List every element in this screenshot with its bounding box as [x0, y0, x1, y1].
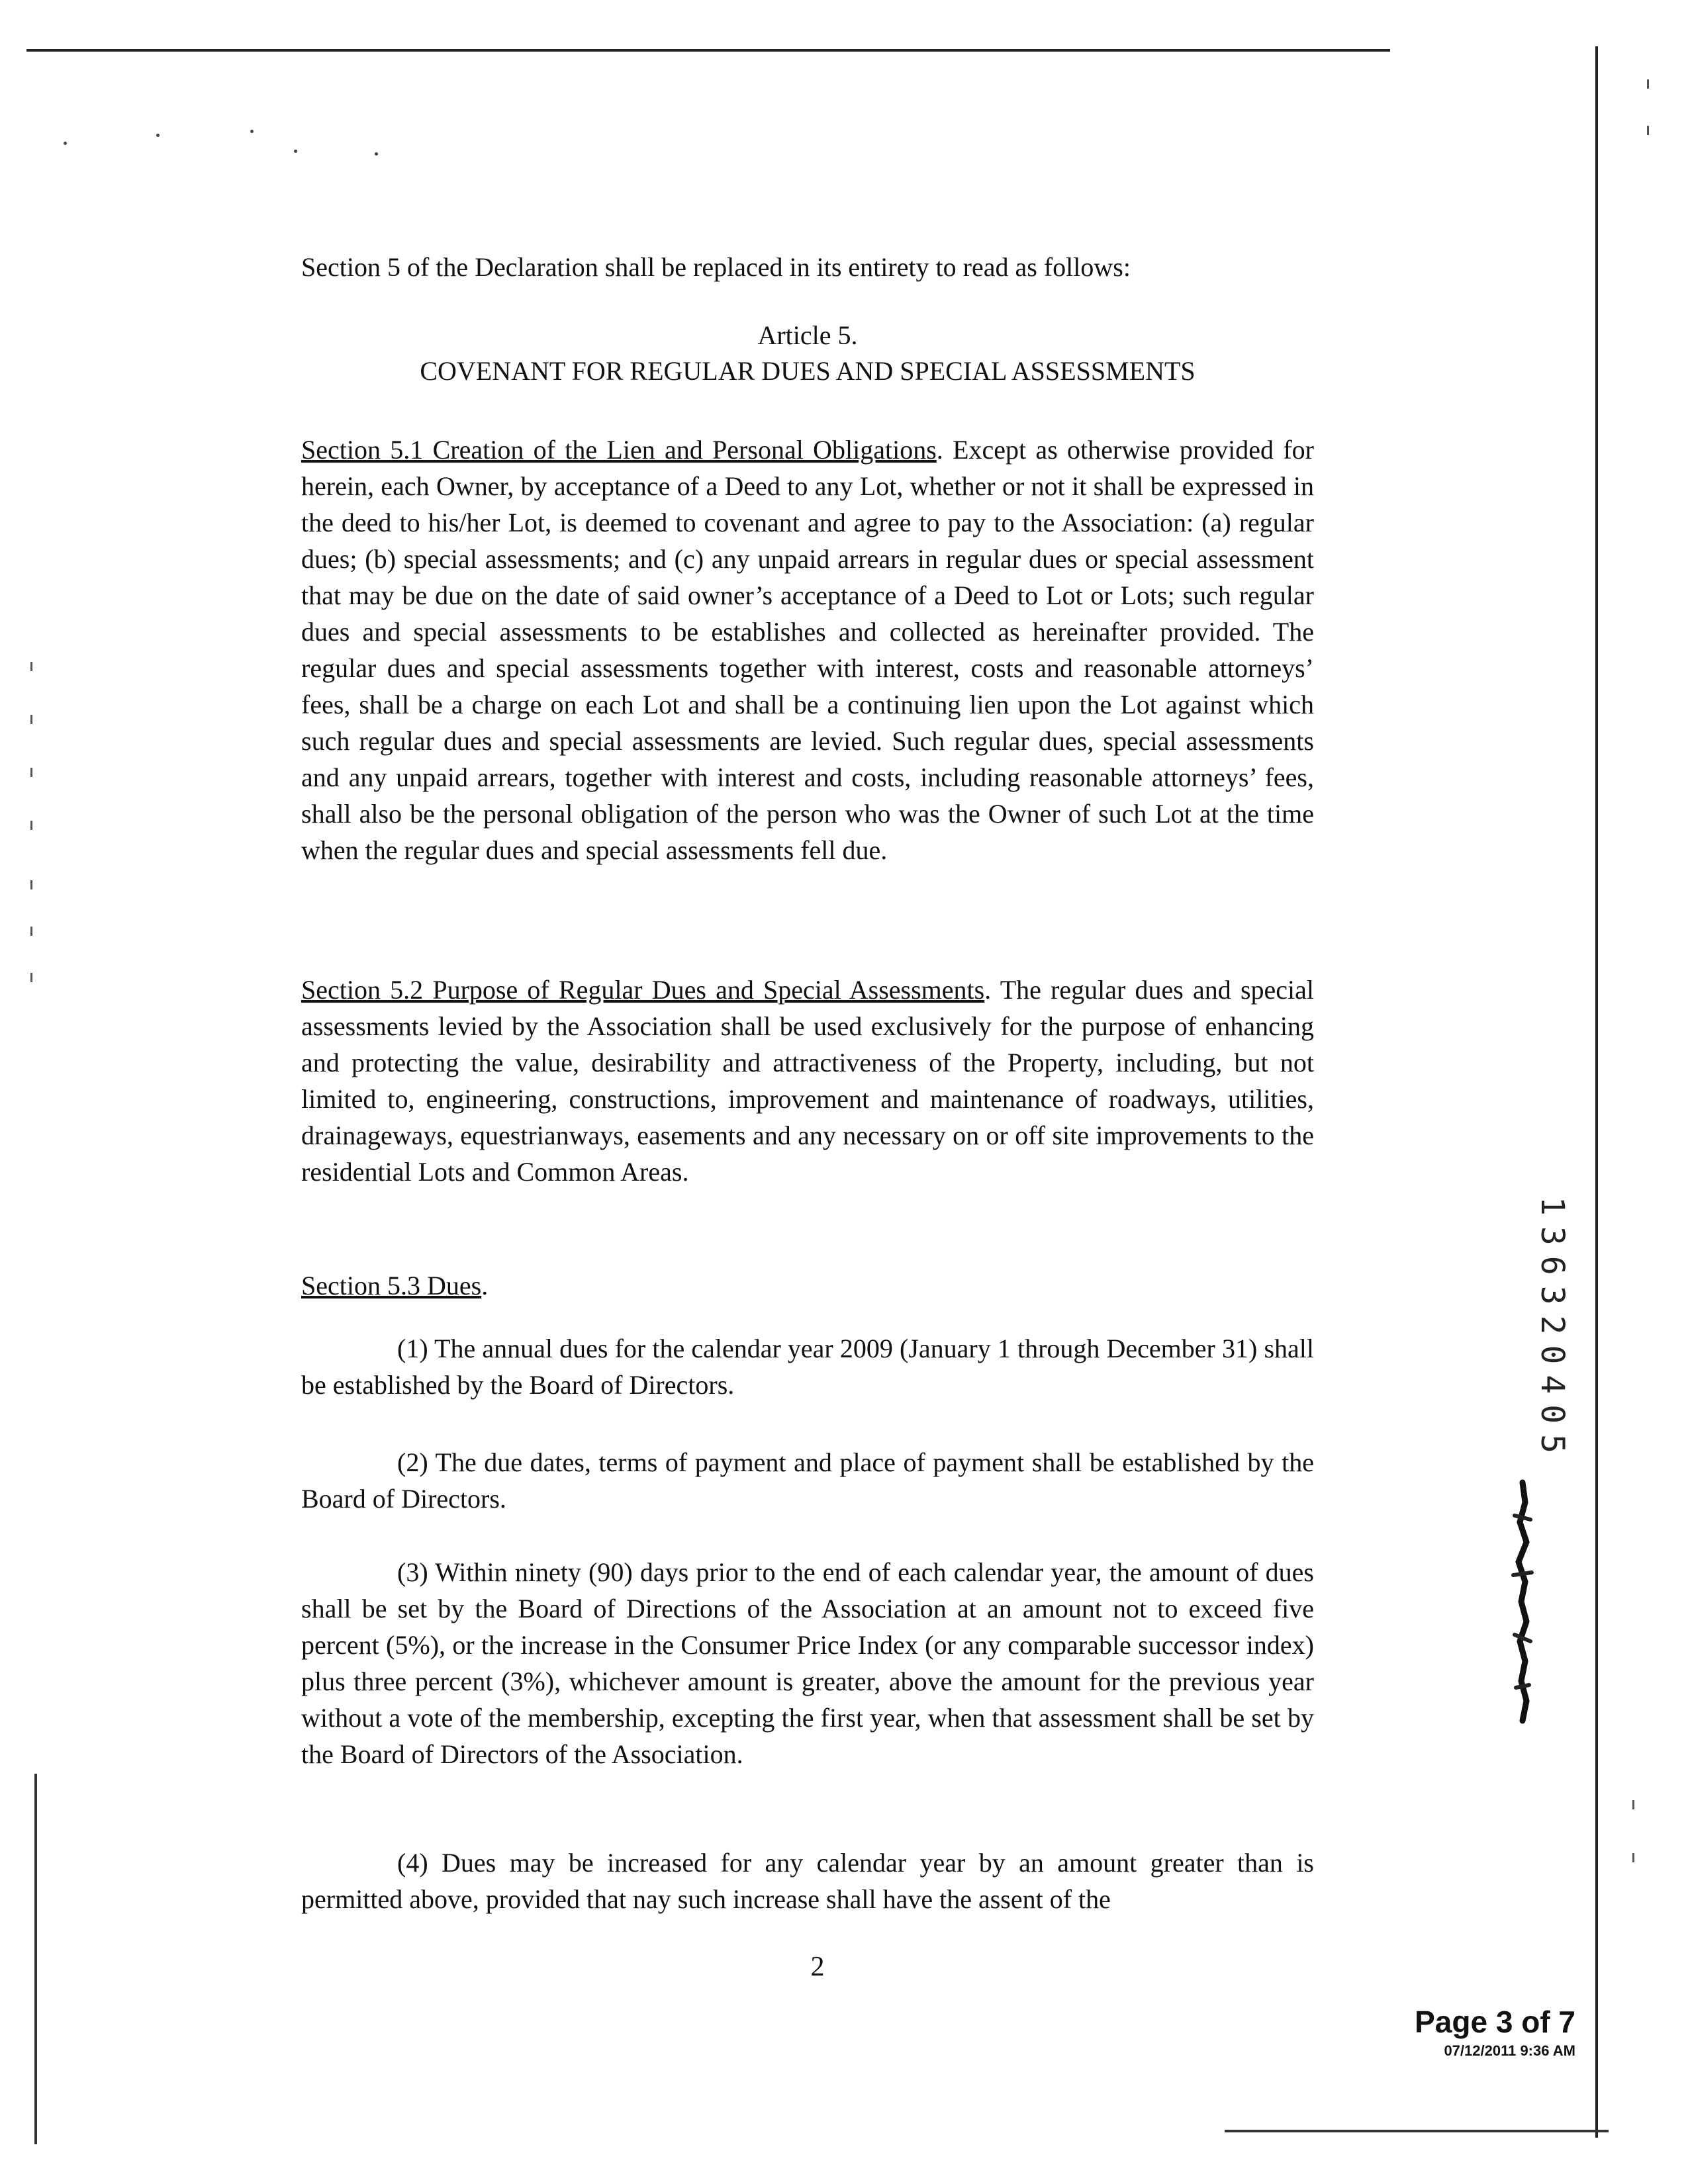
scan-speck	[294, 150, 297, 153]
bottom-rule	[1225, 2130, 1609, 2132]
page-number: 2	[810, 1952, 825, 1982]
signature-mark	[1503, 1476, 1542, 1727]
page-counter: Page 3 of 7	[1415, 2005, 1575, 2039]
scan-speck	[250, 130, 254, 133]
dues-item: (1) The annual dues for the calendar year 2009 (January 1 through December 31) shall be established by the Board of Directors.	[301, 1334, 1314, 1400]
section-5-1-heading: Section 5.1 Creation of the Lien and Personal Obligations	[301, 435, 937, 465]
recording-number-stamp: 136320405	[1534, 1196, 1571, 1465]
print-timestamp: 07/12/2011 9:36 AM	[1444, 2042, 1575, 2059]
article-heading	[301, 318, 1314, 389]
dues-item: (2) The due dates, terms of payment and place of payment shall be established by the Board of Directors.	[301, 1447, 1314, 1514]
section-5-2-text: . The regular dues and special assessments levied by the Association shall be used exclusively for the purpose of enhancing and protecting the value, desirability and attractiveness of the Property, including, but not limited to, engineering, constructions, improvement and maintenance of roadways, utilities, drainageways, equestrianways, easements and any necessary on or off site improvements to the residential Lots and Common Areas.	[301, 975, 1315, 1187]
margin-tick	[30, 821, 32, 830]
dues-item: (3) Within ninety (90) days prior to the end of each calendar year, the amount of dues shall be set by the Board of Directions of the Association at an amount not to exceed five percent (5%), or the increase in the Consumer Price Index (or any comparable successor index) plus three percent (3%), whichever amount is greater, above the amount for the previous year without a vote of the membership, excepting the first year, when that assessment shall be set by the Board of Directors of the Association.	[301, 1557, 1314, 1769]
margin-tick	[1647, 79, 1649, 89]
margin-tick	[30, 715, 32, 724]
article-title: COVENANT FOR REGULAR DUES AND SPECIAL ASSESSMENTS	[420, 356, 1196, 386]
intro-paragraph: Section 5 of the Declaration shall be replaced in its entirety to read as follows:	[301, 252, 1131, 282]
section-5-1-text: . Except as otherwise provided for herein, each Owner, by acceptance of a Deed to any Lot, whether or not it shall be expressed in the deed to his/her Lot, is deemed to covenant and agree to pay to the Association: (a) regular dues; (b) special assessments; and (c) any unpaid arrears in regular dues or special assessment that may be due on the date of said owner’s acceptance of a Deed to Lot or Lots; such regular dues and special assessments to be establishes and collected as hereinafter provided. The regular dues and special assessments together with interest, costs and reasonable attorneys’ fees, shall be a charge on each Lot and shall be a continuing lien upon the Lot against which such regular dues and special assessments are levied. Such regular dues, special assessments and any unpaid arrears, together with interest and costs, including reasonable attorneys’ fees, shall also be the personal obligation of the person who was the Owner of such Lot at the time when the regular dues and special assessments fell due.	[301, 435, 1314, 865]
margin-tick	[30, 768, 32, 777]
section-5-3: Section 5.3 Dues.	[301, 1271, 489, 1300]
margin-tick	[1647, 126, 1649, 135]
margin-tick	[30, 927, 32, 936]
section-5-1	[301, 432, 1314, 868]
margin-tick	[30, 662, 32, 671]
section-5-3-heading: Section 5.3 Dues	[301, 1271, 482, 1300]
scan-speck	[64, 142, 67, 145]
margin-tick	[30, 973, 32, 982]
article-number: Article 5.	[757, 320, 858, 350]
margin-tick	[1632, 1853, 1634, 1862]
right-rule	[1595, 46, 1598, 2138]
scan-speck	[375, 152, 378, 156]
top-rule	[26, 49, 1390, 52]
section-5-2-heading: Section 5.2 Purpose of Regular Dues and Special Assessments	[301, 975, 985, 1005]
scan-speck	[156, 134, 160, 137]
margin-tick	[1632, 1800, 1634, 1809]
dues-item: (4) Dues may be increased for any calendar year by an amount greater than is permitted above, provided that nay such increase shall have the assent of the	[301, 1848, 1314, 1914]
margin-tick	[30, 880, 32, 889]
section-5-2	[301, 972, 1314, 1190]
